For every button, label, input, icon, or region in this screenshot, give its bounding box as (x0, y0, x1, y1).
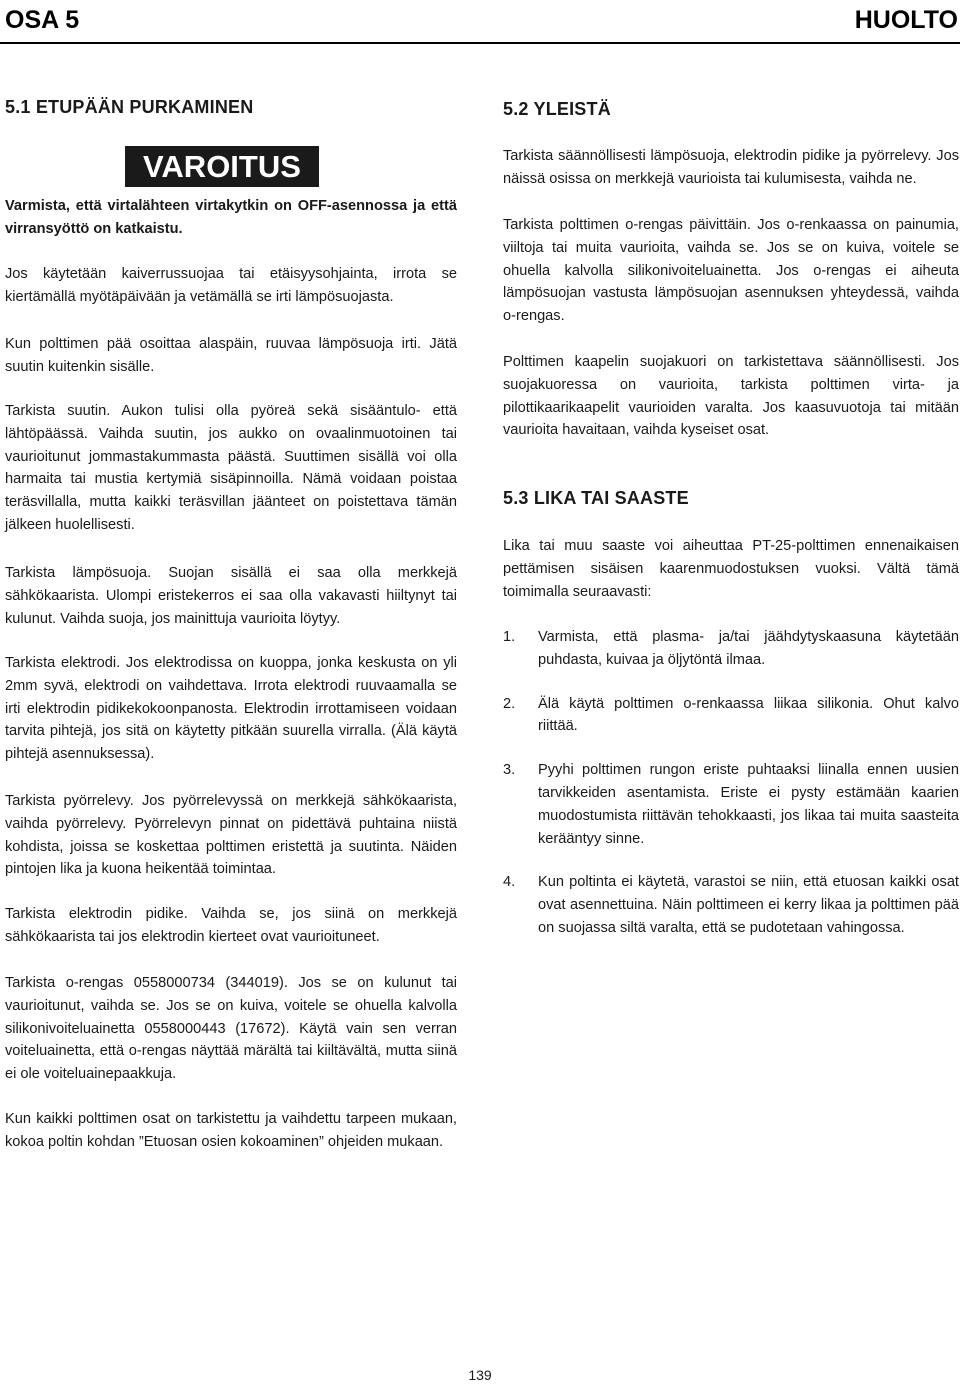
paragraph: Tarkista lämpösuoja. Suojan sisällä ei saa olla merkkejä sähkökaarista. Ulompi eristekerros ei saa olla vakavasti hiiltynyt tai kulunut. Vaihda suoja, jos mainittuja vaurioita löytyy. (5, 565, 457, 627)
warning-badge: VAROITUS (125, 146, 319, 187)
paragraph: Kun polttimen pää osoittaa alaspäin, ruuvaa lämpösuoja irti. Jätä suutin kuitenkin sisälle. (5, 336, 457, 375)
heading-dirt: 5.3 LIKA TAI SAASTE (503, 488, 689, 508)
heading-general: 5.2 YLEISTÄ (503, 99, 611, 119)
paragraph: Jos käytetään kaiverrussuojaa tai etäisyysohjainta, irrota se kiertämällä myötäpäivään ja vetämällä se irti lämpösuojasta. (5, 266, 457, 305)
paragraph: Tarkista elektrodin pidike. Vaihda se, jos siinä on merkkejä sähkökaarista tai jos elektrodin kierteet ovat vaurioituneet. (5, 906, 457, 945)
list-text: Pyyhi polttimen rungon eriste puhtaaksi liinalla ennen uusien tarvikkeiden asentamista. Eriste ei pysty estämään kaarien muodostumista riittävän tehokkaasti, jos likaa tai muita saasteita kerääntyy sinne. (538, 762, 959, 847)
warning-text: Varmista, että virtalähteen virtakytkin on OFF-asennossa ja että virransyöttö on katkaistu. (5, 198, 457, 237)
list-text: Varmista, että plasma- ja/tai jäähdytyskaasuna käytetään puhdasta, kuivaa ja öljytöntä ilmaa. (538, 629, 959, 668)
steps-list (503, 626, 959, 940)
list-text: Älä käytä polttimen o-renkaassa liikaa silikonia. Ohut kalvo riittää. (538, 695, 959, 735)
paragraph: Lika tai muu saaste voi aiheuttaa PT-25-polttimen ennenaikaisen pettämisen sisäisen kaarenmuodostuksen vuoksi. Vältä tämä toimimalla seuraavasti: (503, 538, 959, 600)
heading-front-disassembly: 5.1 ETUPÄÄN PURKAMINEN (5, 97, 254, 117)
list-number: 3. (503, 762, 516, 779)
paragraph: Tarkista säännöllisesti lämpösuoja, elektrodin pidike ja pyörrelevy. Jos näissä osissa on merkkejä vaurioista tai kulumisesta, vaihda ne. (503, 148, 959, 187)
page-header (0, 0, 960, 44)
paragraph: Tarkista o-rengas 0558000734 (344019). Jos se on kulunut tai vaurioitunut, vaihda se. Jos se on kuiva, voitele se ohuella kalvolla silikonivoiteluainetta 0558000443 (17672). Käytä vain sen verran voiteluainetta, että o-rengas näyttää märältä tai kiiltävältä, mutta siinä ei ole voiteluainepaakkuja. (5, 975, 457, 1083)
chapter-title: HUOLTO (854, 6, 958, 34)
paragraph: Tarkista pyörrelevy. Jos pyörrelevyssä on merkkejä sähkökaarista, vaihda pyörrelevy. Pyörrelevyn pinnat on pidettävä puhtaina niistä kohdista, joissa se koskettaa polttimen eristettä ja suutinta. Näiden pintojen lika ja kuona heikentää toimintaa. (5, 793, 457, 878)
paragraph: Tarkista suutin. Aukon tulisi olla pyöreä sekä sisääntulo- että lähtöpäässä. Vaihda suutin, jos aukko on ovaalinmuotoinen tai vaurioitunut jommastakummasta päästä. Suuttimen sisällä voi olla harmaita tai mustia kertymiä sisäpinnoilla. Nämä voidaan poistaa teräsvillalla, mutta kaikki teräsvillan jäänteet on poistettava tämän jälkeen huolellisesti. (5, 403, 457, 533)
list-item (503, 871, 959, 939)
page-number: 139 (468, 1367, 492, 1383)
list-item (503, 626, 959, 672)
list-item (503, 693, 959, 739)
paragraph: Kun kaikki polttimen osat on tarkistettu ja vaihdettu tarpeen mukaan, kokoa poltin kohdan ”Etuosan osien kokoaminen” ohjeiden mukaan. (5, 1111, 457, 1150)
list-item (503, 759, 959, 850)
paragraph: Tarkista elektrodi. Jos elektrodissa on kuoppa, jonka keskusta on yli 2mm syvä, elektrodi on vaihdettava. Irrota elektrodi ruuvaamalla se irti elektrodin pidikekokoonpanosta. Elektrodin irrottamiseen voidaan tarvita pihtejä, jos sitä on käytetty pitkään suurella virralla. (Älä käytä pihtejä asennuksessa). (5, 655, 457, 763)
paragraph: Polttimen kaapelin suojakuori on tarkistettava säännöllisesti. Jos suojakuoressa on vaurioita, tarkista polttimen virta- ja pilottikaarikaapelit vaurioiden varalta. Jos kaasuvuotoja tai mitään vaurioita havaitaan, vaihda kyseiset osat. (503, 354, 959, 439)
list-number: 4. (503, 874, 516, 891)
paragraph: Tarkista polttimen o-rengas päivittäin. Jos o-renkaassa on painumia, viiltoja tai muita vaurioita, vaihda se. Jos se on kuiva, voitele se ohuella kalvolla silikonivoiteluainetta. Jos o-rengas ei aiheuta lämpösuojan vastusta lämpösuojan asennuksen yhteydessä, vaihda o-rengas. (503, 217, 959, 325)
list-text: Kun poltinta ei käytetä, varastoi se niin, että etuosan kaikki osat ovat asennettuina. Näin polttimeen ei kerry likaa ja polttimen pää on suojassa siltä varalta, että se pudotetaan vahingossa. (538, 874, 959, 936)
list-number: 2. (503, 695, 516, 712)
section-label: OSA 5 (5, 6, 80, 34)
list-number: 1. (503, 629, 516, 645)
